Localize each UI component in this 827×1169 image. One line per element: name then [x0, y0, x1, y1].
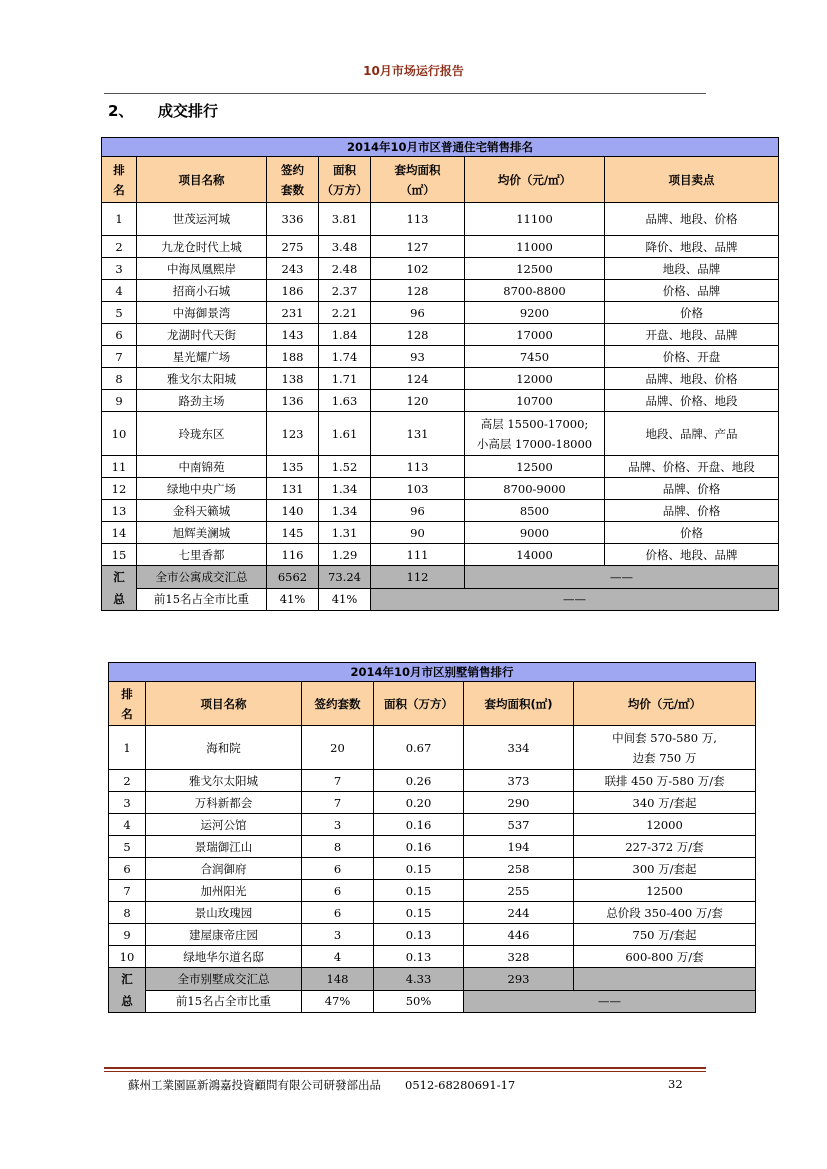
table-caption: 2014年10月市区普通住宅销售排名	[102, 138, 779, 157]
table-row	[109, 770, 756, 792]
cell-price: 340 万/套起	[574, 792, 756, 814]
cell-rank: 14	[102, 522, 137, 544]
cell-price: 10700	[465, 390, 605, 412]
cell-price: 7450	[465, 346, 605, 368]
table-row	[102, 478, 779, 500]
cell-units: 20	[302, 726, 374, 770]
cell-units: 275	[267, 236, 319, 258]
cell-avg-area: 537	[464, 814, 574, 836]
cell-rank: 7	[109, 880, 146, 902]
col-header-units: 签约 套数	[267, 157, 319, 203]
cell-avg-area: 128	[371, 324, 465, 346]
cell-area: 1.74	[319, 346, 371, 368]
cell-selling-points: 品牌、地段、价格	[605, 203, 779, 236]
summary-total-units: 148	[302, 968, 374, 991]
cell-avg-area: 446	[464, 924, 574, 946]
table-row	[102, 302, 779, 324]
summary-label: 汇 总	[102, 566, 137, 611]
col-header-price: 均价（元/㎡）	[465, 157, 605, 203]
table-row	[109, 946, 756, 968]
table-row	[109, 814, 756, 836]
cell-avg-area: 120	[371, 390, 465, 412]
cell-selling-points: 价格	[605, 522, 779, 544]
cell-rank: 10	[102, 412, 137, 456]
cell-avg-area: 127	[371, 236, 465, 258]
villa-sales-ranking-table	[108, 662, 756, 1013]
cell-area: 0.13	[374, 946, 464, 968]
cell-units: 135	[267, 456, 319, 478]
cell-area: 1.29	[319, 544, 371, 566]
cell-name: 景山玫瑰园	[146, 902, 302, 924]
table-row	[102, 368, 779, 390]
cell-selling-points: 品牌、地段、价格	[605, 368, 779, 390]
cell-name: 合润御府	[146, 858, 302, 880]
cell-name: 旭辉美澜城	[137, 522, 267, 544]
cell-price: 12000	[574, 814, 756, 836]
cell-area: 2.48	[319, 258, 371, 280]
cell-rank: 6	[109, 858, 146, 880]
cell-price: 9200	[465, 302, 605, 324]
col-header-area: 面积（万方）	[374, 682, 464, 726]
cell-units: 3	[302, 924, 374, 946]
cell-units: 8	[302, 836, 374, 858]
cell-price: 750 万/套起	[574, 924, 756, 946]
cell-area: 1.34	[319, 478, 371, 500]
cell-units: 243	[267, 258, 319, 280]
cell-area: 0.26	[374, 770, 464, 792]
cell-name: 世茂运河城	[137, 203, 267, 236]
cell-name: 绿地中央广场	[137, 478, 267, 500]
cell-area: 1.71	[319, 368, 371, 390]
cell-name: 中南锦苑	[137, 456, 267, 478]
table-row	[102, 324, 779, 346]
cell-area: 0.15	[374, 858, 464, 880]
cell-price: 8700-9000	[465, 478, 605, 500]
cell-area: 1.63	[319, 390, 371, 412]
cell-rank: 5	[109, 836, 146, 858]
cell-name: 金科天籁城	[137, 500, 267, 522]
cell-rank: 3	[102, 258, 137, 280]
cell-avg-area: 194	[464, 836, 574, 858]
cell-area: 2.37	[319, 280, 371, 302]
cell-price: 高层 15500-17000; 小高层 17000-18000	[465, 412, 605, 456]
cell-price: 12000	[465, 368, 605, 390]
cell-units: 136	[267, 390, 319, 412]
cell-name: 海和院	[146, 726, 302, 770]
cell-avg-area: 90	[371, 522, 465, 544]
cell-name: 星光耀广场	[137, 346, 267, 368]
cell-rank: 6	[102, 324, 137, 346]
summary-total-area: 4.33	[374, 968, 464, 991]
page-header: 10月市场运行报告	[363, 64, 464, 78]
table-row	[102, 412, 779, 456]
summary-share-name: 前15名占全市比重	[137, 588, 267, 611]
cell-selling-points: 地段、品牌	[605, 258, 779, 280]
table-row	[102, 280, 779, 302]
summary-share-units: 41%	[267, 588, 319, 611]
section-title	[108, 100, 218, 121]
cell-units: 231	[267, 302, 319, 324]
cell-selling-points: 品牌、价格、地段	[605, 390, 779, 412]
cell-avg-area: 258	[464, 858, 574, 880]
page-number: 32	[668, 1077, 683, 1091]
cell-units: 4	[302, 946, 374, 968]
cell-name: 运河公馆	[146, 814, 302, 836]
cell-name: 雅戈尔太阳城	[146, 770, 302, 792]
cell-units: 143	[267, 324, 319, 346]
cell-price: 中间套 570-580 万, 边套 750 万	[574, 726, 756, 770]
cell-rank: 11	[102, 456, 137, 478]
cell-units: 188	[267, 346, 319, 368]
col-header-rank: 排 名	[102, 157, 137, 203]
cell-rank: 1	[102, 203, 137, 236]
cell-rank: 2	[109, 770, 146, 792]
col-header-name: 项目名称	[137, 157, 267, 203]
cell-price: 300 万/套起	[574, 858, 756, 880]
table-row	[102, 346, 779, 368]
summary-share-units: 47%	[302, 990, 374, 1013]
cell-units: 186	[267, 280, 319, 302]
cell-units: 6	[302, 902, 374, 924]
cell-area: 2.21	[319, 302, 371, 324]
col-header-avg-area: 套均面积(㎡)	[464, 682, 574, 726]
cell-area: 0.15	[374, 880, 464, 902]
table-row	[109, 924, 756, 946]
cell-price: 8500	[465, 500, 605, 522]
col-header-avg-area: 套均面积 （㎡）	[371, 157, 465, 203]
cell-units: 145	[267, 522, 319, 544]
cell-name: 加州阳光	[146, 880, 302, 902]
header-divider	[104, 93, 706, 94]
summary-share-name: 前15名占全市比重	[146, 990, 302, 1013]
cell-price: 12500	[465, 258, 605, 280]
cell-units: 3	[302, 814, 374, 836]
summary-share-area: 41%	[319, 588, 371, 611]
cell-rank: 13	[102, 500, 137, 522]
cell-avg-area: 124	[371, 368, 465, 390]
cell-price: 12500	[574, 880, 756, 902]
cell-selling-points: 地段、品牌、产品	[605, 412, 779, 456]
cell-selling-points: 价格、地段、品牌	[605, 544, 779, 566]
col-header-area: 面积 （万方）	[319, 157, 371, 203]
cell-selling-points: 品牌、价格、开盘、地段	[605, 456, 779, 478]
cell-rank: 4	[102, 280, 137, 302]
cell-area: 1.34	[319, 500, 371, 522]
cell-avg-area: 102	[371, 258, 465, 280]
cell-name: 七里香都	[137, 544, 267, 566]
summary-total-rest: ——	[465, 566, 779, 589]
table-row	[109, 880, 756, 902]
cell-selling-points: 开盘、地段、品牌	[605, 324, 779, 346]
cell-avg-area: 290	[464, 792, 574, 814]
cell-units: 6	[302, 880, 374, 902]
cell-avg-area: 334	[464, 726, 574, 770]
cell-rank: 8	[102, 368, 137, 390]
cell-price: 14000	[465, 544, 605, 566]
cell-selling-points: 品牌、价格	[605, 478, 779, 500]
cell-price: 11100	[465, 203, 605, 236]
cell-rank: 2	[102, 236, 137, 258]
cell-units: 336	[267, 203, 319, 236]
cell-avg-area: 113	[371, 456, 465, 478]
cell-name: 龙湖时代天街	[137, 324, 267, 346]
cell-price: 227-372 万/套	[574, 836, 756, 858]
cell-area: 3.81	[319, 203, 371, 236]
col-header-units: 签约套数	[302, 682, 374, 726]
cell-units: 6	[302, 858, 374, 880]
table-row	[102, 522, 779, 544]
cell-price: 联排 450 万-580 万/套	[574, 770, 756, 792]
table-row	[109, 858, 756, 880]
cell-units: 7	[302, 792, 374, 814]
table-row	[102, 258, 779, 280]
summary-total-name: 全市别墅成交汇总	[146, 968, 302, 991]
summary-total-name: 全市公寓成交汇总	[137, 566, 267, 589]
cell-units: 116	[267, 544, 319, 566]
cell-area: 1.84	[319, 324, 371, 346]
cell-name: 绿地华尔道名邸	[146, 946, 302, 968]
summary-total-area: 73.24	[319, 566, 371, 589]
table-row	[102, 544, 779, 566]
cell-name: 中海凤凰熙岸	[137, 258, 267, 280]
cell-name: 雅戈尔太阳城	[137, 368, 267, 390]
cell-price: 9000	[465, 522, 605, 544]
summary-share-rest: ——	[371, 588, 779, 611]
footer-company	[128, 1077, 515, 1093]
cell-units: 7	[302, 770, 374, 792]
table-row	[109, 726, 756, 770]
section-heading: 成交排行	[158, 102, 219, 120]
cell-name: 建屋康帝庄园	[146, 924, 302, 946]
table-row	[102, 390, 779, 412]
table-row	[102, 203, 779, 236]
cell-units: 138	[267, 368, 319, 390]
table-row	[109, 902, 756, 924]
cell-units: 140	[267, 500, 319, 522]
cell-name: 景瑞御江山	[146, 836, 302, 858]
footer-divider	[104, 1067, 706, 1069]
cell-avg-area: 103	[371, 478, 465, 500]
table-row	[109, 792, 756, 814]
cell-name: 招商小石城	[137, 280, 267, 302]
section-number: 2、	[108, 102, 134, 120]
cell-avg-area: 113	[371, 203, 465, 236]
footer-phone: 0512-68280691-17	[405, 1078, 516, 1092]
cell-name: 中海御景湾	[137, 302, 267, 324]
col-header-selling-points: 项目卖点	[605, 157, 779, 203]
cell-area: 0.20	[374, 792, 464, 814]
cell-area: 0.16	[374, 814, 464, 836]
summary-total-units: 6562	[267, 566, 319, 589]
cell-selling-points: 价格	[605, 302, 779, 324]
cell-rank: 8	[109, 902, 146, 924]
col-header-rank: 排 名	[109, 682, 146, 726]
table-row	[102, 500, 779, 522]
cell-name: 九龙仓时代上城	[137, 236, 267, 258]
table-row	[102, 456, 779, 478]
cell-selling-points: 价格、品牌	[605, 280, 779, 302]
table-row	[102, 236, 779, 258]
cell-rank: 15	[102, 544, 137, 566]
cell-rank: 9	[102, 390, 137, 412]
cell-avg-area: 96	[371, 302, 465, 324]
cell-avg-area: 96	[371, 500, 465, 522]
summary-total-avg-area: 293	[464, 968, 574, 991]
cell-area: 0.67	[374, 726, 464, 770]
cell-rank: 12	[102, 478, 137, 500]
summary-label: 汇 总	[109, 968, 146, 1013]
cell-name: 玲珑东区	[137, 412, 267, 456]
cell-units: 131	[267, 478, 319, 500]
cell-avg-area: 128	[371, 280, 465, 302]
cell-avg-area: 373	[464, 770, 574, 792]
cell-avg-area: 244	[464, 902, 574, 924]
cell-rank: 5	[102, 302, 137, 324]
cell-rank: 7	[102, 346, 137, 368]
cell-rank: 3	[109, 792, 146, 814]
cell-price: 600-800 万/套	[574, 946, 756, 968]
cell-name: 路劲主场	[137, 390, 267, 412]
cell-rank: 10	[109, 946, 146, 968]
col-header-name: 项目名称	[146, 682, 302, 726]
cell-selling-points: 价格、开盘	[605, 346, 779, 368]
summary-share-rest: ——	[464, 990, 756, 1013]
cell-rank: 9	[109, 924, 146, 946]
cell-price: 总价段 350-400 万/套	[574, 902, 756, 924]
cell-area: 1.31	[319, 522, 371, 544]
cell-area: 0.15	[374, 902, 464, 924]
cell-avg-area: 131	[371, 412, 465, 456]
cell-area: 3.48	[319, 236, 371, 258]
cell-name: 万科新都会	[146, 792, 302, 814]
cell-area: 1.52	[319, 456, 371, 478]
cell-price: 12500	[465, 456, 605, 478]
residential-sales-ranking-table	[101, 137, 779, 611]
cell-area: 1.61	[319, 412, 371, 456]
cell-price: 17000	[465, 324, 605, 346]
col-header-price: 均价（元/㎡）	[574, 682, 756, 726]
summary-total-avg-area: 112	[371, 566, 465, 589]
cell-selling-points: 降价、地段、品牌	[605, 236, 779, 258]
table-row	[109, 836, 756, 858]
cell-avg-area: 328	[464, 946, 574, 968]
cell-avg-area: 93	[371, 346, 465, 368]
cell-avg-area: 255	[464, 880, 574, 902]
cell-avg-area: 111	[371, 544, 465, 566]
summary-share-area: 50%	[374, 990, 464, 1013]
cell-price: 11000	[465, 236, 605, 258]
cell-price: 8700-8800	[465, 280, 605, 302]
cell-rank: 1	[109, 726, 146, 770]
cell-selling-points: 品牌、价格	[605, 500, 779, 522]
footer-company-name: 蘇州工業園區新鴻嘉投資顧問有限公司研發部出品	[128, 1078, 381, 1092]
summary-total-price	[574, 968, 756, 991]
cell-units: 123	[267, 412, 319, 456]
cell-area: 0.13	[374, 924, 464, 946]
cell-area: 0.16	[374, 836, 464, 858]
footer-divider-thin	[104, 1071, 706, 1072]
cell-rank: 4	[109, 814, 146, 836]
table-caption: 2014年10月市区别墅销售排行	[109, 663, 756, 682]
